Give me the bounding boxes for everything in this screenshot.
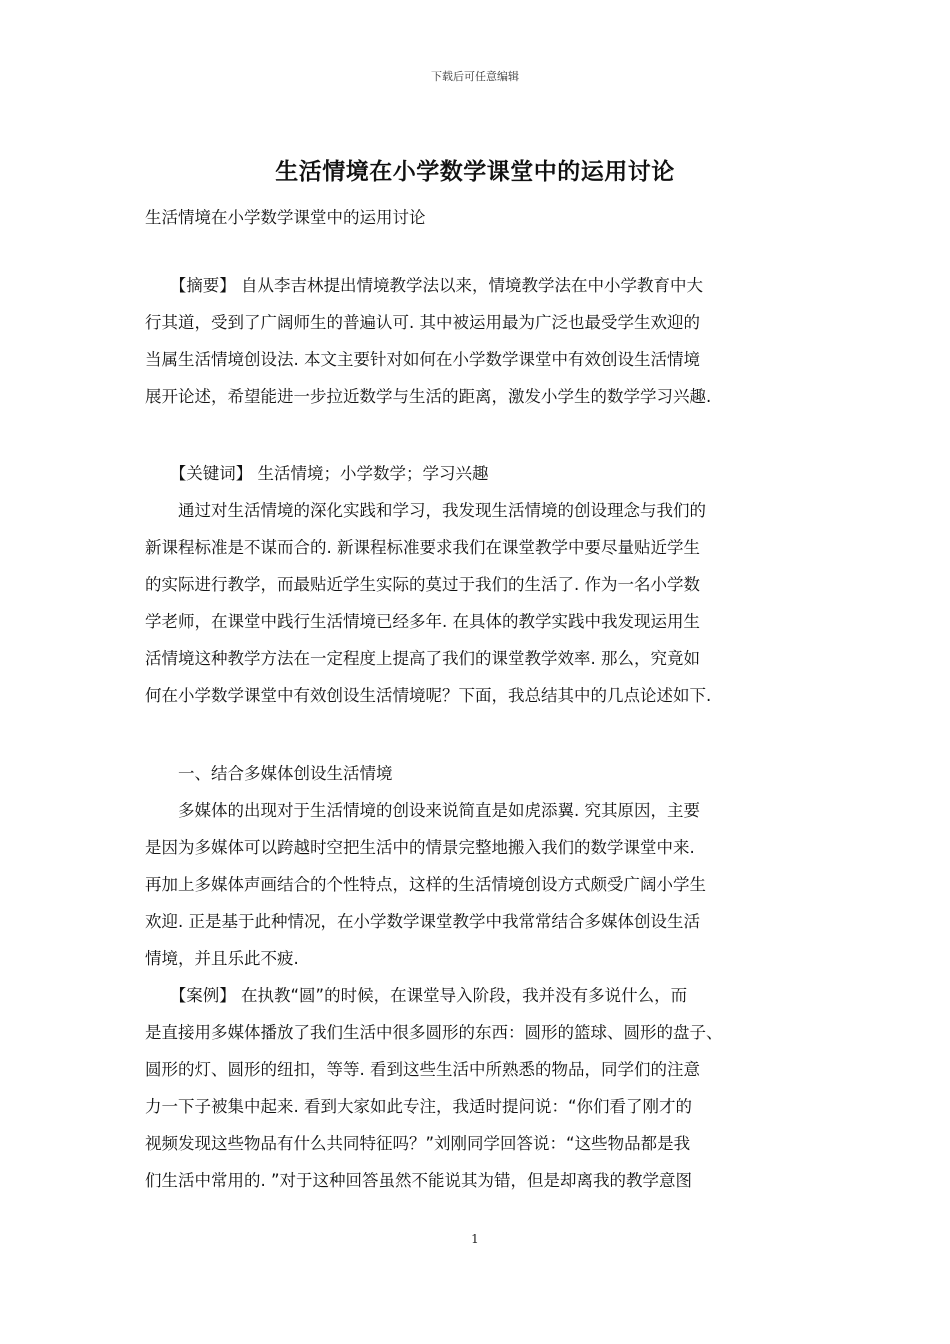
intro-line: 的实际进行教学，而最贴近学生实际的莫过于我们的生活了. 作为一名小学数	[145, 575, 700, 594]
section1-line: 再加上多媒体声画结合的个性特点，这样的生活情境创设方式颇受广阔小学生	[145, 875, 706, 894]
section1-block	[145, 755, 813, 1199]
section1-line: 多媒体的出现对于生活情境的创设来说简直是如虎添翼. 究其原因，主要	[145, 801, 700, 820]
intro-line: 何在小学数学课堂中有效创设生活情境呢？下面，我总结其中的几点论述如下.	[145, 686, 712, 705]
page-number: 1	[471, 1232, 479, 1246]
case-line: 视频发现这些物品有什么共同特征吗？”刘刚同学回答说：“这些物品都是我	[145, 1134, 691, 1153]
intro-line: 活情境这种教学方法在一定程度上提高了我们的课堂教学效率. 那么，究竟如	[145, 649, 700, 668]
abstract-line: 展开论述，希望能进一步拉近数学与生活的距离，激发小学生的数学学习兴趣.	[145, 387, 712, 406]
abstract-line: 【摘要】 自从李吉林提出情境教学法以来，情境教学法在中小学教育中大	[145, 276, 703, 295]
section1-line: 情境，并且乐此不疲.	[145, 949, 299, 968]
intro-line: 新课程标准是不谋而合的. 新课程标准要求我们在课堂教学中要尽量贴近学生	[145, 538, 700, 557]
section-heading: 一、结合多媒体创设生活情境	[145, 764, 393, 783]
intro-line: 学老师，在课堂中践行生活情境已经多年. 在具体的教学实践中我发现运用生	[145, 612, 700, 631]
abstract-line: 行其道，受到了广阔师生的普遍认可. 其中被运用最为广泛也最受学生欢迎的	[145, 313, 700, 332]
subtitle-block	[145, 199, 813, 236]
section1-line: 欢迎. 正是基于此种情况，在小学数学课堂教学中我常常结合多媒体创设生活	[145, 912, 700, 931]
abstract-block	[145, 267, 813, 415]
case-line: 是直接用多媒体播放了我们生活中很多圆形的东西：圆形的篮球、圆形的盘子、	[145, 1023, 723, 1042]
intro-line: 通过对生活情境的深化实践和学习，我发现生活情境的创设理念与我们的	[145, 501, 706, 520]
keywords-block	[145, 455, 813, 492]
abstract-line: 当属生活情境创设法. 本文主要针对如何在小学数学课堂中有效创设生活情境	[145, 350, 700, 369]
intro-block	[145, 492, 813, 714]
keywords: 【关键词】 生活情境；小学数学；学习兴趣	[145, 464, 489, 483]
page-title: 生活情境在小学数学课堂中的运用讨论	[275, 159, 675, 185]
case-line: 圆形的灯、圆形的纽扣，等等. 看到这些生活中所熟悉的物品，同学们的注意	[145, 1060, 700, 1079]
subtitle: 生活情境在小学数学课堂中的运用讨论	[145, 208, 426, 227]
page-header: 下载后可任意编辑	[431, 70, 519, 83]
case-line: 力一下子被集中起来. 看到大家如此专注，我适时提问说：“你们看了刚才的	[145, 1097, 693, 1116]
case-line: 【案例】 在执教“圆”的时候，在课堂导入阶段，我并没有多说什么，而	[145, 986, 688, 1005]
section1-line: 是因为多媒体可以跨越时空把生活中的情景完整地搬入我们的数学课堂中来.	[145, 838, 695, 857]
case-line: 们生活中常用的. ”对于这种回答虽然不能说其为错，但是却离我的教学意图	[145, 1171, 693, 1190]
